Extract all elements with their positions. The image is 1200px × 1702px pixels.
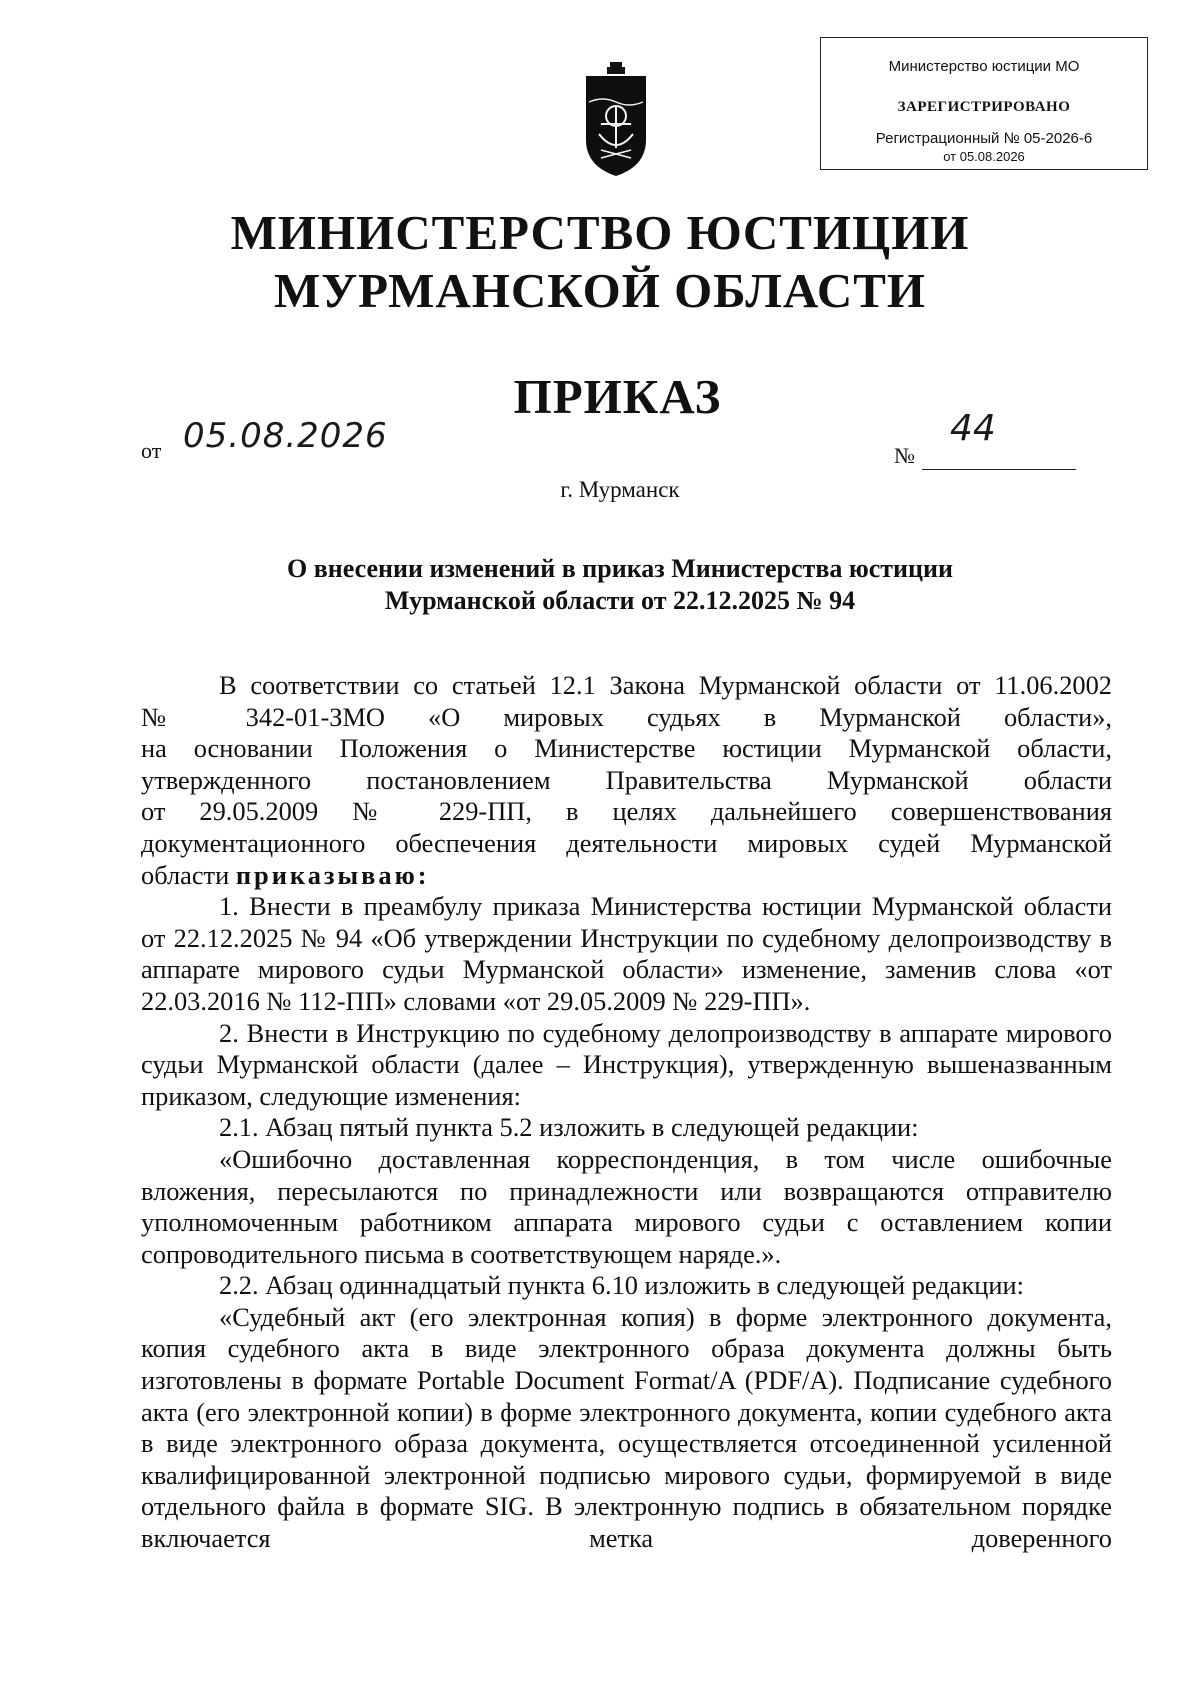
intro-last-word: области xyxy=(141,859,230,890)
handwritten-date: 05.08.2026 xyxy=(183,416,388,456)
stamp-reg-number: Регистрационный № 05-2026-6 xyxy=(875,130,1093,147)
document-body xyxy=(141,670,1112,1555)
date-label: от xyxy=(141,438,162,463)
intro-line: на основании Положения о Министерстве юстиции Мурманской области, xyxy=(141,733,1112,764)
intro-line: от 29.05.2009 № 229-ПП, в целях дальнейшего совершенствования xyxy=(141,796,1112,827)
number-label: № xyxy=(894,443,915,468)
ministry-title-line2: МУРМАНСКОЙ ОБЛАСТИ xyxy=(273,263,927,318)
item-2-2: 2.2. Абзац одиннадцатый пункта 6.10 изложить в следующей редакции: xyxy=(219,1270,1024,1301)
intro-line: В соответствии со статьей 12.1 Закона Мурманской области от 11.06.2002 xyxy=(219,670,1112,700)
subject-line1: О внесении изменений в приказ Министерства юстиции xyxy=(287,554,953,583)
item-2-1-text: «Ошибочно доставленная корреспонденция, в том числе ошибочные вложения, пересылаются по принадлежности или возвращаются отправителю уполномоченным работником аппарата мирового судьи с оставлением копии сопроводительного письма в соответствующем наряде.». xyxy=(141,1143,1112,1269)
intro-last-line xyxy=(141,860,1112,892)
coat-of-arms-icon xyxy=(583,62,649,178)
subject-line2: Мурманской области от 22.12.2025 № 94 xyxy=(384,586,856,615)
item-2: 2. Внести в Инструкцию по судебному делопроизводству в аппарате мирового судьи Мурманской области (далее – Инструкция), утвержденную вышеназванным приказом, следующие изменения: xyxy=(141,1017,1112,1111)
registration-stamp xyxy=(820,37,1148,170)
handwritten-number: 44 xyxy=(950,408,996,449)
ministry-title-line1: МИНИСТЕРСТВО ЮСТИЦИИ xyxy=(230,205,970,260)
stamp-ministry: Министерство юстиции МО xyxy=(888,58,1080,75)
intro-line: № 342-01-ЗМО «О мировых судьях в Мурманской области», xyxy=(141,701,1112,732)
document-type: ПРИКАЗ xyxy=(513,369,722,424)
intro-line: утвержденного постановлением Правительства Мурманской области xyxy=(141,764,1112,795)
item-1: 1. Внести в преамбулу приказа Министерства юстиции Мурманской области от 22.12.2025 № 94 «Об утверждении Инструкции по судебному делопроизводству в аппарате мирового судьи Мурманской области» изменение, заменив слова «от 22.03.2016 № 112-ПП» словами «от 29.05.2009 № 229-ПП». xyxy=(141,891,1112,1016)
item-2-2-text: «Судебный акт (его электронная копия) в форме электронного документа, копия судебного акта в виде электронного образа документа должны быть изготовлены в формате Portable Document Format/A (PDF/A). Подписание судебного акта (его электронной копии) в форме электронного документа, копии судебного акта в виде электронного образа документа, осуществляется отсоединенной усиленной квалифицированной электронной подписью мирового судьи, формируемой в виде отдельного файла в формате SIG. В электронную подпись в обязательном порядке включается метка доверенного xyxy=(141,1301,1112,1554)
city: г. Мурманск xyxy=(560,477,680,502)
number-underline xyxy=(922,469,1076,470)
intro-line: документационного обеспечения деятельности мировых судей Мурманской xyxy=(141,827,1112,858)
order-word: приказываю: xyxy=(235,859,430,890)
stamp-reg-date: от 05.08.2026 xyxy=(943,149,1025,164)
item-2-1: 2.1. Абзац пятый пункта 5.2 изложить в следующей редакции: xyxy=(219,1112,919,1143)
stamp-status: ЗАРЕГИСТРИРОВАНО xyxy=(897,99,1071,115)
